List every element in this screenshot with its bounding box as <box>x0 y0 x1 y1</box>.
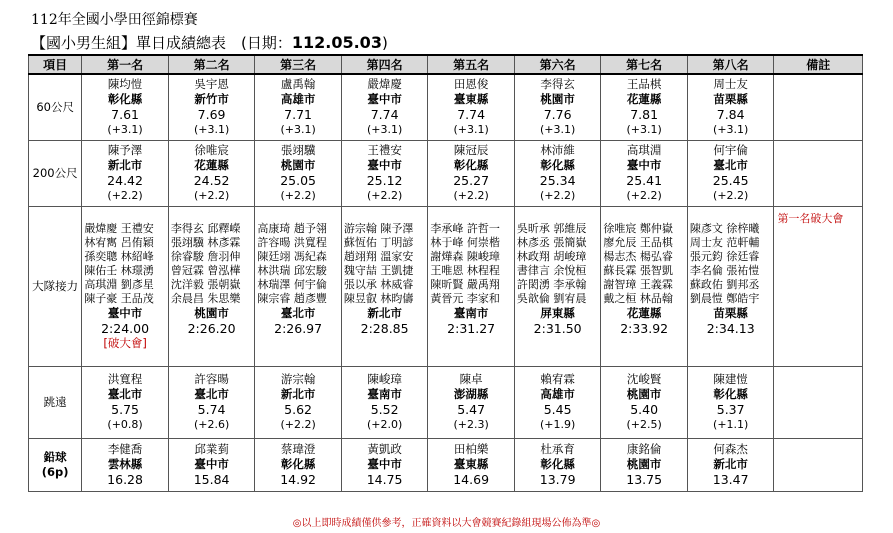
relay-runner-pair: 沈洋毅 張朝嶽 <box>170 277 241 291</box>
team-name: 彰化縣 <box>107 92 143 107</box>
relay-runner-pair: 戴之桓 林品翰 <box>603 291 673 305</box>
athlete-name: 高琪淵 <box>626 143 662 157</box>
subtitle-suffix: ) <box>381 34 388 52</box>
wind-reading: (+0.8) <box>107 418 143 431</box>
result-cell <box>514 366 601 438</box>
record-tag: [破大會] <box>103 335 147 350</box>
team-name: 臺北市 <box>107 387 143 401</box>
athlete-name: 吳宇恩 <box>194 77 229 92</box>
wind-reading: (+2.2) <box>713 189 749 202</box>
relay-runner-pair: 余晨昌 朱思樂 <box>170 291 241 305</box>
result-mark: 2:31.50 <box>533 320 582 336</box>
team-name: 臺中市 <box>626 158 662 172</box>
event-name: 跳遠 <box>43 394 67 409</box>
relay-runner-pair: 林洪瑞 邱宏駿 <box>257 263 327 277</box>
relay-runner-pair: 陳昕賢 嚴禹翔 <box>430 277 500 291</box>
wind-reading: (+2.6) <box>193 418 230 431</box>
result-cell <box>341 206 428 366</box>
relay-runner-pair: 游宗翰 陳予澤 <box>343 221 414 235</box>
relay-runner-pair: 謝燁森 陳峻璋 <box>430 249 500 263</box>
result-mark: 5.75 <box>111 402 139 417</box>
result-mark: 25.45 <box>712 173 749 188</box>
header-cell: 項目 <box>29 55 82 74</box>
result-cell <box>341 366 428 438</box>
event-name: 鉛球 <box>43 449 67 464</box>
wind-reading: (+2.2) <box>107 189 143 202</box>
athlete-name: 徐唯宸 <box>194 143 229 157</box>
team-name: 臺北市 <box>194 387 229 401</box>
athlete-name: 沈峻賢 <box>626 372 662 386</box>
team-name: 新竹市 <box>194 92 229 107</box>
result-mark: 5.52 <box>370 402 399 417</box>
result-cell <box>168 74 255 140</box>
athlete-name: 陳建愷 <box>713 372 748 386</box>
result-cell <box>255 206 342 366</box>
relay-runner-pair: 吳昕承 郭維辰 <box>516 221 587 235</box>
relay-runner-pair: 李名倫 張祐愷 <box>689 263 760 277</box>
athlete-name: 王品棋 <box>626 77 662 92</box>
athlete-name: 李得玄 <box>540 77 575 92</box>
relay-runner-pair: 許容暘 洪寬程 <box>257 235 327 249</box>
athlete-name: 陳卓 <box>459 372 483 386</box>
team-name: 臺中市 <box>367 158 402 172</box>
result-cell <box>428 206 515 366</box>
result-cell <box>82 366 169 438</box>
relay-runner-pair: 徐唯宸 鄭仲嶽 <box>603 221 673 235</box>
wind-reading: (+2.2) <box>280 189 316 202</box>
event-name: 200公尺 <box>32 165 78 180</box>
team-name: 彰化縣 <box>453 158 489 172</box>
header-cell: 第二名 <box>168 55 255 74</box>
team-name: 彰化縣 <box>713 387 748 401</box>
event-name-cell <box>29 206 82 366</box>
result-mark: 2:33.92 <box>620 320 669 336</box>
team-name: 桃園市 <box>626 387 662 401</box>
event-name-cell <box>29 438 82 491</box>
team-name: 苗栗縣 <box>713 92 748 107</box>
result-cell <box>168 206 255 366</box>
result-mark: 24.42 <box>107 173 143 188</box>
athlete-name: 嚴煒慶 <box>367 77 402 92</box>
result-cell <box>168 140 255 206</box>
remark-text: 第一名破大會 <box>777 211 844 225</box>
wind-reading: (+2.0) <box>366 418 403 431</box>
relay-runner-pair: 蘇長霖 張智凱 <box>603 263 673 277</box>
result-mark: 7.84 <box>716 107 745 123</box>
event-name-cell <box>29 140 82 206</box>
athlete-name: 田柏樂 <box>453 442 489 456</box>
relay-runner-pair: 嚴煒慶 王禮安 <box>84 221 154 235</box>
athlete-name: 蔡瑋澄 <box>280 442 316 456</box>
athlete-name: 王禮安 <box>367 143 402 157</box>
team-name: 高雄市 <box>280 92 316 107</box>
record-tag <box>169 336 255 351</box>
relay-runner-pair: 許閎湧 李承翰 <box>516 277 587 291</box>
event-row-relay <box>29 206 863 366</box>
athlete-name: 許容暘 <box>194 372 229 386</box>
team-name: 苗栗縣 <box>713 305 748 320</box>
relay-runner-pair: 張翊驥 林彥霖 <box>170 235 241 249</box>
result-cell <box>514 74 601 140</box>
team-name: 雲林縣 <box>107 457 143 471</box>
relay-runner-pair: 林宥寯 呂侑穎 <box>84 235 154 249</box>
record-tag <box>428 336 514 351</box>
result-cell <box>255 140 342 206</box>
wind-reading: (+2.2) <box>626 189 662 202</box>
team-name: 新北市 <box>280 387 316 401</box>
result-mark: 5.62 <box>284 402 313 417</box>
relay-runner-pair: 吳歆倫 劉宥晨 <box>516 291 587 305</box>
result-mark: 14.75 <box>366 472 403 487</box>
relay-runner-pair: 劉晨愷 鄭皓宇 <box>689 291 760 305</box>
result-cell <box>428 140 515 206</box>
team-name: 臺南市 <box>367 387 402 401</box>
relay-runner-pair: 書律言 余悅桓 <box>516 263 587 277</box>
record-tag <box>601 336 687 351</box>
header-cell: 第一名 <box>82 55 169 74</box>
relay-runner-pair: 趙翊翔 溫家安 <box>343 249 414 263</box>
result-mark: 25.27 <box>453 173 490 188</box>
result-cell <box>514 140 601 206</box>
result-cell <box>601 74 688 140</box>
result-mark: 2:31.27 <box>447 320 496 336</box>
result-cell <box>687 438 774 491</box>
record-tag <box>515 336 601 351</box>
relay-runner-pair: 王唯恩 林程程 <box>430 263 500 277</box>
team-name: 花蓮縣 <box>626 92 662 107</box>
athlete-name: 陳冠辰 <box>453 143 489 157</box>
event-name-cell <box>29 74 82 140</box>
result-mark: 5.47 <box>457 402 486 417</box>
results-table <box>28 54 863 492</box>
relay-runner-pair: 廖允辰 王品棋 <box>603 235 673 249</box>
event-name-cell <box>29 366 82 438</box>
team-name: 新北市 <box>367 305 402 320</box>
event-row-m200 <box>29 140 863 206</box>
team-name: 臺中市 <box>194 457 229 471</box>
result-mark: 13.75 <box>626 472 663 487</box>
team-name: 桃園市 <box>194 305 229 320</box>
wind-reading: (+3.1) <box>107 123 143 137</box>
relay-runner-pair: 陳佑壬 林璟湧 <box>84 263 154 277</box>
event-row-sp <box>29 438 863 491</box>
team-name: 新北市 <box>713 457 748 471</box>
remarks-cell <box>774 438 863 491</box>
team-name: 臺南市 <box>453 305 489 320</box>
result-cell <box>428 366 515 438</box>
result-mark: 7.81 <box>630 107 659 123</box>
result-mark: 5.37 <box>716 402 745 417</box>
result-cell <box>514 438 601 491</box>
result-mark: 2:24.00 <box>101 320 150 336</box>
result-mark: 14.69 <box>453 472 490 487</box>
team-name: 臺中市 <box>367 92 402 107</box>
result-mark: 7.61 <box>111 107 139 123</box>
result-cell <box>601 140 688 206</box>
wind-reading: (+1.1) <box>713 418 749 431</box>
athlete-name: 洪寬程 <box>107 372 143 386</box>
result-cell <box>82 438 169 491</box>
result-mark: 5.74 <box>197 402 226 417</box>
result-mark: 5.40 <box>630 402 659 417</box>
relay-runner-pair: 徐睿駿 詹羽伸 <box>170 249 241 263</box>
result-cell <box>168 438 255 491</box>
athlete-name: 周士友 <box>713 77 748 92</box>
team-name: 彰化縣 <box>540 457 575 471</box>
relay-runner-pair: 林政翔 胡峻璋 <box>516 249 587 263</box>
event-name: 60公尺 <box>36 99 74 114</box>
event-sub: (6p) <box>41 464 69 479</box>
relay-runner-pair: 孫奕聰 林紹峰 <box>84 249 154 263</box>
result-mark: 14.92 <box>280 472 316 487</box>
remarks-cell <box>774 366 863 438</box>
team-name: 臺北市 <box>280 305 316 320</box>
result-cell <box>601 366 688 438</box>
wind-reading: (+2.2) <box>280 418 316 431</box>
result-cell <box>428 74 515 140</box>
wind-reading: (+2.3) <box>453 418 489 431</box>
record-tag <box>255 336 341 351</box>
relay-runner-pair: 張元鈞 徐廷睿 <box>689 249 760 263</box>
athlete-name: 林沛維 <box>540 143 575 157</box>
athlete-name: 杜承育 <box>540 442 575 456</box>
relay-runner-pair: 林彥丞 張簡嶽 <box>516 235 587 249</box>
wind-reading: (+2.2) <box>193 189 230 202</box>
result-mark: 5.45 <box>543 402 572 417</box>
relay-runner-pair: 曾冠霖 曾泓樺 <box>170 263 241 277</box>
result-cell <box>82 140 169 206</box>
result-mark: 7.69 <box>197 107 226 123</box>
result-mark: 2:28.85 <box>360 320 409 336</box>
athlete-name: 張翊驥 <box>280 143 316 157</box>
athlete-name: 賴宥霖 <box>540 372 575 386</box>
relay-runner-pair: 高琪淵 劉彥星 <box>84 277 154 291</box>
wind-reading: (+1.9) <box>540 418 576 431</box>
header-cell: 第七名 <box>601 55 688 74</box>
team-name: 新北市 <box>107 158 143 172</box>
result-mark: 13.79 <box>539 472 576 487</box>
wind-reading: (+2.2) <box>540 189 576 202</box>
wind-reading: (+3.1) <box>453 123 489 137</box>
team-name: 花蓮縣 <box>194 158 229 172</box>
wind-reading: (+2.2) <box>453 189 489 202</box>
relay-runner-pair: 陳子豪 王品茂 <box>84 291 154 305</box>
result-cell <box>341 438 428 491</box>
page-title: 112年全國小學田徑錦標賽 <box>31 12 198 28</box>
header-cell: 第三名 <box>255 55 342 74</box>
record-tag <box>342 336 428 351</box>
result-cell <box>687 140 774 206</box>
relay-runner-pair: 陳廷翊 馮紀森 <box>257 249 327 263</box>
result-cell <box>687 74 774 140</box>
team-name: 臺中市 <box>107 305 143 320</box>
result-cell <box>255 366 342 438</box>
relay-runner-pair: 張以承 林威睿 <box>343 277 414 291</box>
result-mark: 2:34.13 <box>706 320 755 336</box>
relay-runner-pair: 蘇政佑 劉邦丞 <box>689 277 760 291</box>
event-row-lj <box>29 366 863 438</box>
header-cell: 第五名 <box>428 55 515 74</box>
team-name: 高雄市 <box>540 387 575 401</box>
remarks-cell <box>774 74 863 140</box>
relay-runner-pair: 高康琦 趙予翎 <box>257 221 327 235</box>
subtitle-prefix: 【國小男生組】單日成績總表 (日期： <box>31 34 292 52</box>
header-cell: 第六名 <box>514 55 601 74</box>
disclaimer-footer: ◎以上即時成績僅供參考，正確資料以大會競賽紀錄組現場公佈為準◎ <box>292 518 601 529</box>
header-cell: 第八名 <box>687 55 774 74</box>
team-name: 屏東縣 <box>540 305 575 320</box>
result-mark: 16.28 <box>107 472 143 487</box>
page-subtitle <box>31 32 388 53</box>
result-mark: 25.12 <box>366 173 403 188</box>
athlete-name: 盧禹翰 <box>280 77 316 92</box>
wind-reading: (+3.1) <box>540 123 576 137</box>
wind-reading: (+3.1) <box>626 123 662 137</box>
wind-reading: (+3.1) <box>713 123 749 137</box>
record-tag <box>688 336 774 351</box>
athlete-name: 游宗翰 <box>280 372 316 386</box>
wind-reading: (+3.1) <box>193 123 230 137</box>
result-cell <box>82 206 169 366</box>
relay-runner-pair: 林瑞澤 何宇倫 <box>257 277 327 291</box>
result-cell <box>82 74 169 140</box>
remarks-cell <box>774 206 863 366</box>
result-mark: 13.47 <box>712 472 749 487</box>
relay-runner-pair: 李承峰 許哲一 <box>430 221 500 235</box>
result-mark: 2:26.97 <box>274 320 323 336</box>
result-cell <box>428 438 515 491</box>
result-cell <box>601 206 688 366</box>
result-cell <box>341 140 428 206</box>
relay-runner-pair: 蘇恆佑 丁明諺 <box>343 235 414 249</box>
result-mark: 24.52 <box>193 173 230 188</box>
athlete-name: 陳予澤 <box>107 143 143 157</box>
wind-reading: (+2.2) <box>366 189 403 202</box>
relay-runner-pair: 李得玄 邱釋嶸 <box>170 221 241 235</box>
result-mark: 25.41 <box>626 173 663 188</box>
athlete-name: 田恩俊 <box>453 77 489 92</box>
result-cell <box>255 438 342 491</box>
athlete-name: 陳峻璋 <box>367 372 402 386</box>
athlete-name: 邱業菿 <box>194 442 229 456</box>
athlete-name: 陳均愷 <box>107 77 143 92</box>
relay-runner-pair: 陳宗睿 趙彥豐 <box>257 291 327 305</box>
result-mark: 7.74 <box>370 107 399 123</box>
result-mark: 15.84 <box>193 472 230 487</box>
result-cell <box>601 438 688 491</box>
team-name: 臺北市 <box>713 158 748 172</box>
team-name: 彰化縣 <box>540 158 575 172</box>
result-mark: 2:26.20 <box>187 320 236 336</box>
team-name: 臺東縣 <box>453 457 489 471</box>
result-mark: 7.71 <box>284 107 313 123</box>
athlete-name: 何宇倫 <box>713 143 748 157</box>
relay-runner-pair: 謝智璋 王義霖 <box>603 277 673 291</box>
header-row <box>29 55 863 74</box>
wind-reading: (+3.1) <box>280 123 316 137</box>
athlete-name: 李健喬 <box>107 442 143 456</box>
team-name: 桃園市 <box>280 158 316 172</box>
results-date: 112.05.03 <box>291 33 382 52</box>
wind-reading: (+2.5) <box>626 418 662 431</box>
remarks-cell <box>774 140 863 206</box>
athlete-name: 何森杰 <box>713 442 748 456</box>
relay-runner-pair: 黃晉元 李家和 <box>430 291 500 305</box>
result-mark: 7.74 <box>457 107 486 123</box>
result-mark: 25.05 <box>280 173 316 188</box>
team-name: 花蓮縣 <box>626 305 662 320</box>
relay-runner-pair: 楊志杰 楊弘睿 <box>603 249 673 263</box>
athlete-name: 康銘倫 <box>626 442 662 456</box>
relay-runner-pair: 陳彥文 徐梓曦 <box>689 221 760 235</box>
event-name: 大隊接力 <box>32 278 79 293</box>
header-cell: 第四名 <box>341 55 428 74</box>
result-mark: 25.34 <box>539 173 576 188</box>
wind-reading: (+3.1) <box>366 123 403 137</box>
relay-runner-pair: 魏守喆 王凱捷 <box>343 263 414 277</box>
relay-runner-pair: 陳昱叡 林昀儔 <box>343 291 414 305</box>
result-cell <box>687 206 774 366</box>
team-name: 桃園市 <box>626 457 662 471</box>
event-row-m60 <box>29 74 863 140</box>
team-name: 臺東縣 <box>453 92 489 107</box>
result-cell <box>687 366 774 438</box>
team-name: 彰化縣 <box>280 457 316 471</box>
team-name: 桃園市 <box>540 92 575 107</box>
header-cell: 備註 <box>774 55 863 74</box>
result-cell <box>514 206 601 366</box>
team-name: 澎湖縣 <box>453 387 489 401</box>
relay-runner-pair: 周士友 范軒輔 <box>689 235 760 249</box>
relay-runner-pair: 林于峰 何崇楷 <box>430 235 500 249</box>
result-cell <box>255 74 342 140</box>
result-mark: 7.76 <box>543 107 572 123</box>
team-name: 臺中市 <box>367 457 402 471</box>
athlete-name: 黃凱政 <box>367 442 402 456</box>
result-cell <box>168 366 255 438</box>
result-cell <box>341 74 428 140</box>
